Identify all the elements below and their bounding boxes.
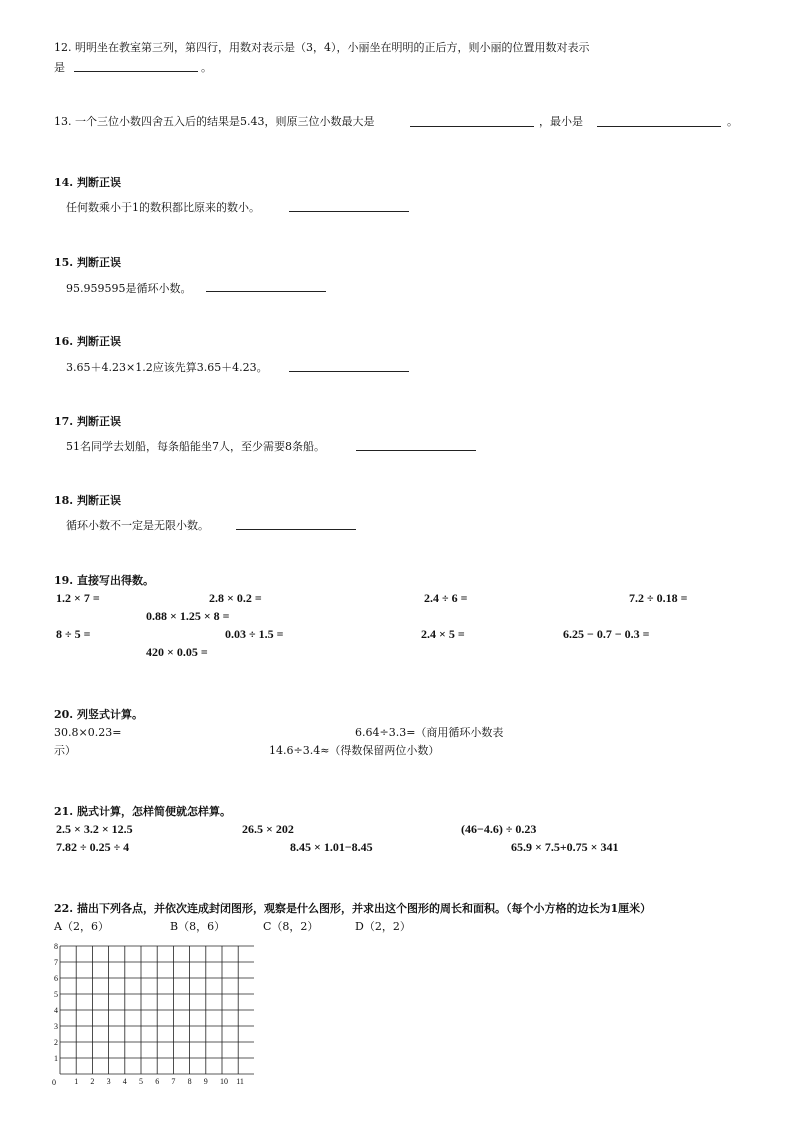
question-13-text-a: 13. 一个三位小数四舍五入后的结果是5.43，则原三位小数最大是 <box>54 115 375 128</box>
question-22-title: 22. 描出下列各点，并依次连成封闭图形，观察是什么图形，并求出这个图形的周长和面积。（每个小方格的边长为1厘米） <box>54 902 652 915</box>
calc-item: 2.4 × 5 = <box>421 627 465 641</box>
stepwise-calc-item: 26.5 × 202 <box>242 822 294 836</box>
x-tick-label: 1 <box>74 1077 79 1086</box>
question-20-title: 20. 列竖式计算。 <box>54 708 143 721</box>
question-12-end: 。 <box>201 61 212 74</box>
x-axis-labels <box>74 1077 244 1086</box>
calc-item: 1.2 × 7 = <box>56 591 100 605</box>
question-15-statement: 95.959595是循环小数。 <box>66 282 192 295</box>
answer-blank-12[interactable] <box>74 71 198 72</box>
stepwise-calc-item: (46−4.6) ÷ 0.23 <box>461 822 537 836</box>
question-17-title: 17. 判断正误 <box>54 415 121 428</box>
x-tick-label: 9 <box>203 1077 208 1086</box>
point-label: C（8，2） <box>263 920 319 933</box>
x-tick-label: 6 <box>155 1077 160 1086</box>
question-13-end: 。 <box>727 115 738 128</box>
stepwise-calc-item: 65.9 × 7.5+0.75 × 341 <box>511 840 619 854</box>
coordinate-grid[interactable] <box>44 938 254 1088</box>
answer-blank-16[interactable] <box>289 371 409 372</box>
question-17-statement: 51名同学去划船，每条船能坐7人，至少需要8条船。 <box>66 440 325 453</box>
calc-item: 420 × 0.05 = <box>146 645 208 659</box>
stepwise-calc-item: 2.5 × 3.2 × 12.5 <box>56 822 133 836</box>
stepwise-calc-item: 7.82 ÷ 0.25 ÷ 4 <box>56 840 130 854</box>
answer-blank-14[interactable] <box>289 211 409 212</box>
calc-item: 2.4 ÷ 6 = <box>424 591 468 605</box>
vertical-calc-item: 30.8×0.23= <box>54 726 122 739</box>
calc-item: 0.03 ÷ 1.5 = <box>225 627 284 641</box>
question-16-statement: 3.65＋4.23×1.2应该先算3.65＋4.23。 <box>66 361 268 374</box>
y-tick-label: 6 <box>54 974 58 983</box>
point-label: A（2，6） <box>54 920 109 933</box>
answer-blank-18[interactable] <box>236 529 356 530</box>
calc-item: 2.8 × 0.2 = <box>209 591 262 605</box>
vertical-calc-item-continuation: 示） <box>54 744 76 757</box>
question-14-title: 14. 判断正误 <box>54 176 121 189</box>
y-tick-label: 5 <box>54 990 58 999</box>
x-tick-label: 5 <box>139 1077 143 1086</box>
answer-blank-17[interactable] <box>356 450 476 451</box>
y-tick-label: 7 <box>54 958 58 967</box>
stepwise-calc-item: 8.45 × 1.01−8.45 <box>290 840 373 854</box>
x-tick-label: 8 <box>187 1077 192 1086</box>
x-tick-label: 4 <box>122 1077 127 1086</box>
question-14-statement: 任何数乘小于1的数积都比原来的数小。 <box>66 201 260 214</box>
calc-item: 0.88 × 1.25 × 8 = <box>146 609 230 623</box>
question-12-prefix: 是 <box>54 61 65 74</box>
origin-label: 0 <box>52 1078 56 1087</box>
answer-blank-13a[interactable] <box>410 126 534 127</box>
calc-item: 7.2 ÷ 0.18 = <box>629 591 688 605</box>
question-18-statement: 循环小数不一定是无限小数。 <box>66 519 209 532</box>
x-tick-label: 2 <box>90 1077 95 1086</box>
point-label: D（2，2） <box>355 920 411 933</box>
x-tick-label: 7 <box>171 1077 176 1086</box>
question-16-title: 16. 判断正误 <box>54 335 121 348</box>
calc-item: 6.25 − 0.7 − 0.3 = <box>563 627 650 641</box>
x-tick-label: 10 <box>220 1077 228 1086</box>
point-label: B（8，6） <box>170 920 226 933</box>
question-12-line1: 12. 明明坐在教室第三列，第四行，用数对表示是（3，4），小丽坐在明明的正后方，则小丽的位置用数对表示 <box>54 41 590 54</box>
y-tick-label: 1 <box>54 1054 58 1063</box>
answer-blank-13b[interactable] <box>597 126 721 127</box>
y-tick-label: 3 <box>54 1022 58 1031</box>
y-tick-label: 4 <box>54 1006 58 1015</box>
x-tick-label: 11 <box>236 1077 244 1086</box>
x-tick-label: 3 <box>106 1077 111 1086</box>
question-13-text-b: ，最小是 <box>539 115 583 128</box>
y-tick-label: 8 <box>54 942 58 951</box>
y-tick-label: 2 <box>54 1038 58 1047</box>
vertical-calc-item: 14.6÷3.4≈（得数保留两位小数） <box>269 744 440 757</box>
y-axis-labels <box>54 942 58 1063</box>
vertical-calc-item: 6.64÷3.3=（商用循环小数表 <box>355 726 504 739</box>
calc-item: 8 ÷ 5 = <box>56 627 91 641</box>
answer-blank-15[interactable] <box>206 291 326 292</box>
question-15-title: 15. 判断正误 <box>54 256 121 269</box>
question-18-title: 18. 判断正误 <box>54 494 121 507</box>
question-21-title: 21. 脱式计算，怎样简便就怎样算。 <box>54 805 231 818</box>
question-19-title: 19. 直接写出得数。 <box>54 574 154 587</box>
grid-lines <box>60 946 254 1074</box>
